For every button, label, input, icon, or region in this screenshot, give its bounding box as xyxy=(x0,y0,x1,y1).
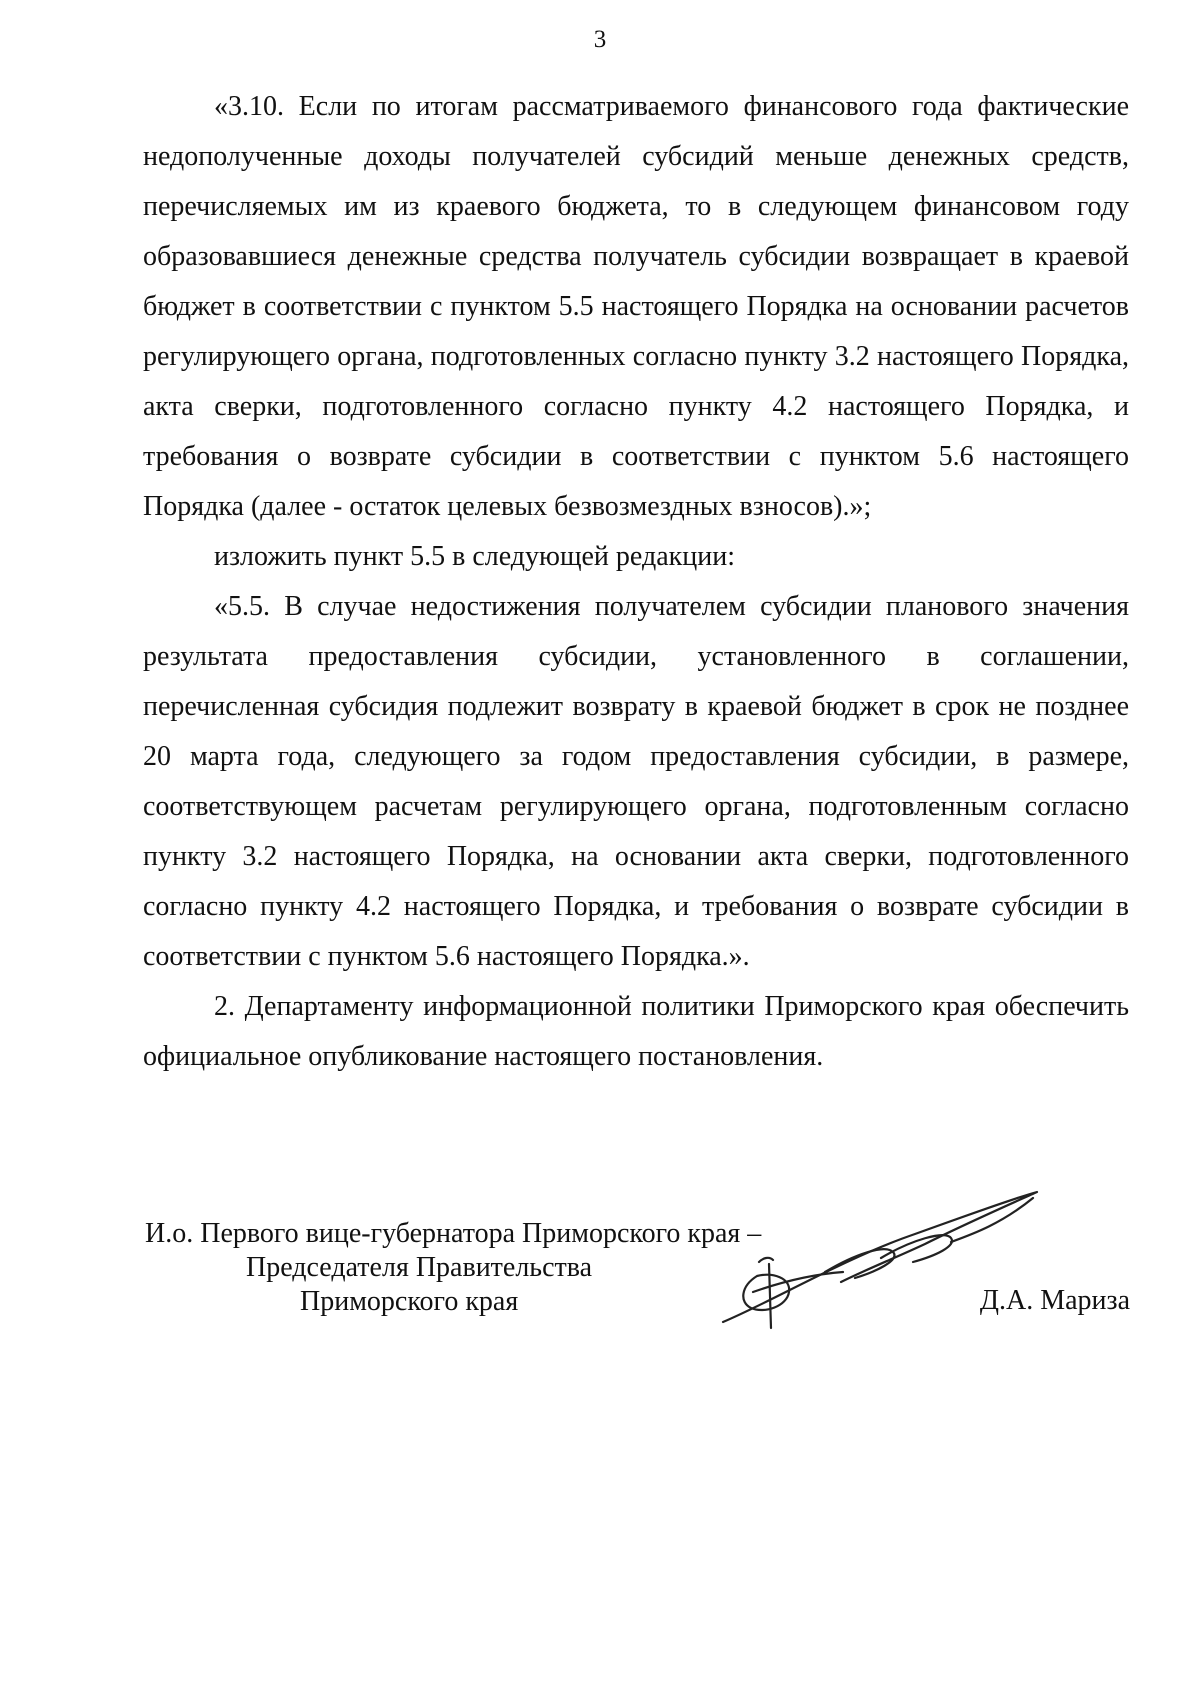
page-number: 3 xyxy=(593,26,607,53)
signer-name: Д.А. Мариза xyxy=(979,1285,1130,1316)
signer-title-line-3: Приморского края xyxy=(300,1286,519,1317)
signer-title-line-1: И.о. Первого вице-губернатора Приморского края – xyxy=(145,1218,762,1249)
paragraph-item-2: 2. Департаменту информационной политики Приморского края обеспечить официальное опубликование настоящего постановления. xyxy=(143,991,1129,1072)
signature-title-block xyxy=(145,1217,761,1319)
signer-title-line-2: Председателя Правительства xyxy=(246,1252,593,1283)
paragraph-5-5: «5.5. В случае недостижения получателем субсидии планового значения результата предоставления субсидии, установленного в соглашении, перечисленная субсидия подлежит возврату в краевой бюджет в срок не позднее 20 марта года, следующего за годом предоставления субсидии, в размере, соответствующем расчетам регулирующего органа, подготовленным согласно пункту 3.2 настоящего Порядка, на основании акта сверки, подготовленного согласно пункту 4.2 настоящего Порядка, и требования о возврате субсидии в соответствии с пунктом 5.6 настоящего Порядка.». xyxy=(143,591,1129,972)
document-body xyxy=(143,82,1129,1082)
paragraph-3-10: «3.10. Если по итогам рассматриваемого финансового года фактические недополученные доходы получателей субсидий меньше денежных средств, перечисляемых им из краевого бюджета, то в следующем финансовом году образовавшиеся денежные средства получатель субсидии возвращает в краевой бюджет в соответствии с пунктом 5.5 настоящего Порядка на основании расчетов регулирующего органа, подготовленных согласно пункту 3.2 настоящего Порядка, акта сверки, подготовленного согласно пункту 4.2 настоящего Порядка, и требования о возврате субсидии в соответствии с пунктом 5.6 настоящего Порядка (далее - остаток целевых безвозмездных взносов).»; xyxy=(143,91,1129,522)
paragraph-instruction: изложить пункт 5.5 в следующей редакции: xyxy=(214,541,735,572)
